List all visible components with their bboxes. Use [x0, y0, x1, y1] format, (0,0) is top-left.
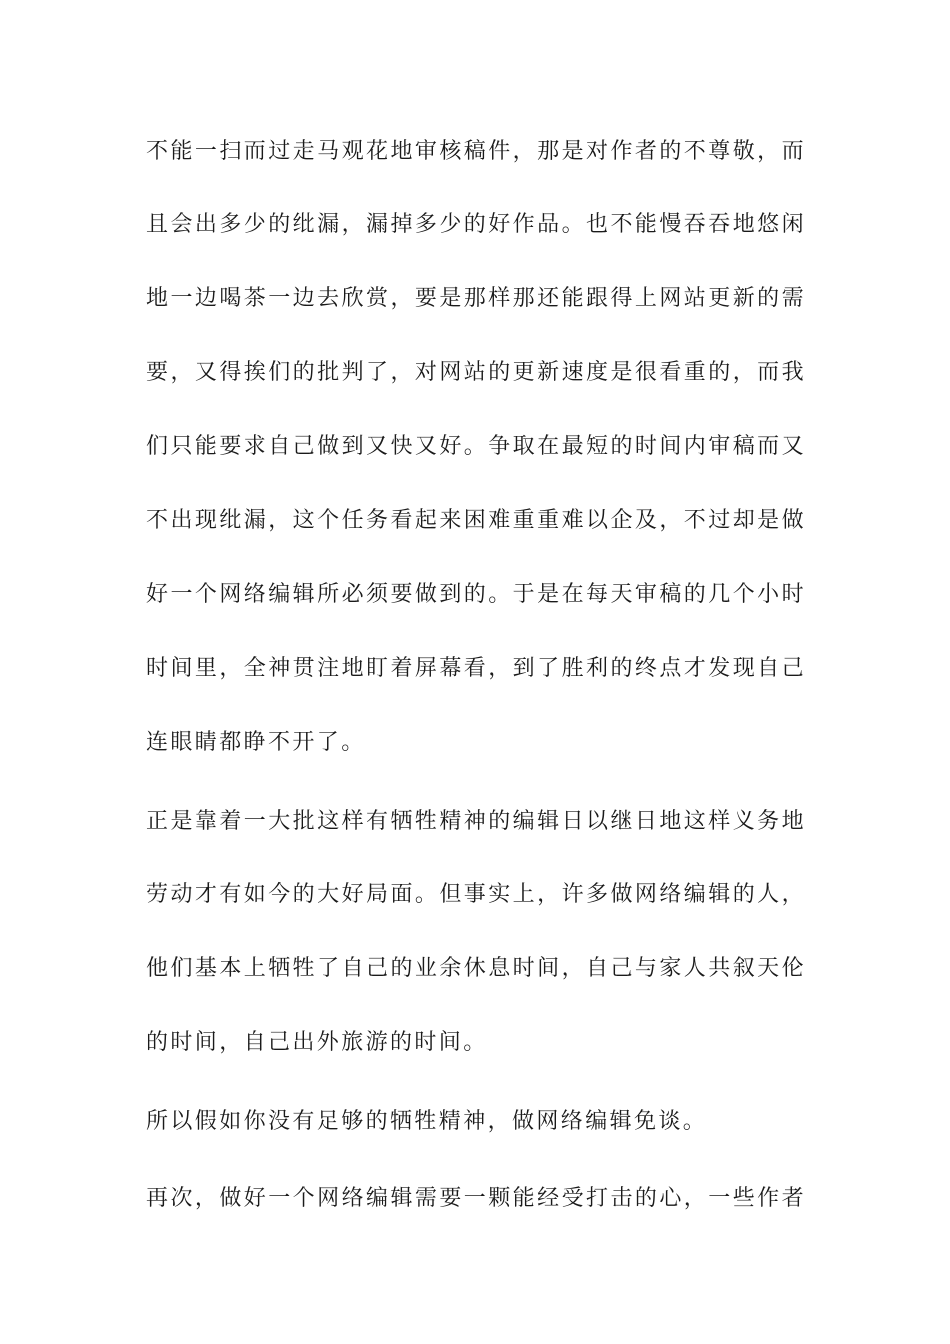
text-line-9: 连眼睛都睁不开了。 — [146, 730, 366, 755]
text-line-12: 他们基本上牺牲了自己的业余休息时间，自己与家人共叙天伦 — [146, 956, 806, 981]
text-line-10: 正是靠着一大批这样有牺牲精神的编辑日以继日地这样义务地 — [146, 809, 806, 834]
text-line-15: 再次，做好一个网络编辑需要一颗能经受打击的心，一些作者 — [146, 1186, 806, 1211]
text-line-8: 时间里，全神贯注地盯着屏幕看，到了胜利的终点才发现自己 — [146, 656, 806, 681]
text-line-11: 劳动才有如今的大好局面。但事实上，许多做网络编辑的人， — [146, 882, 806, 907]
text-line-1: 不能一扫而过走马观花地审核稿件，那是对作者的不尊敬，而 — [146, 139, 806, 164]
text-line-3: 地一边喝茶一边去欣赏，要是那样那还能跟得上网站更新的需 — [146, 286, 806, 311]
text-line-4: 要，又得挨们的批判了，对网站的更新速度是很看重的，而我 — [146, 360, 806, 385]
text-line-2: 且会出多少的纰漏，漏掉多少的好作品。也不能慢吞吞地悠闲 — [146, 212, 806, 237]
text-line-7: 好一个网络编辑所必须要做到的。于是在每天审稿的几个小时 — [146, 582, 806, 607]
text-line-13: 的时间，自己出外旅游的时间。 — [146, 1030, 488, 1055]
text-line-6: 不出现纰漏，这个任务看起来困难重重难以企及，不过却是做 — [146, 508, 806, 533]
text-line-5: 们只能要求自己做到又快又好。争取在最短的时间内审稿而又 — [146, 434, 806, 459]
text-line-14: 所以假如你没有足够的牺牲精神，做网络编辑免谈。 — [146, 1109, 708, 1134]
